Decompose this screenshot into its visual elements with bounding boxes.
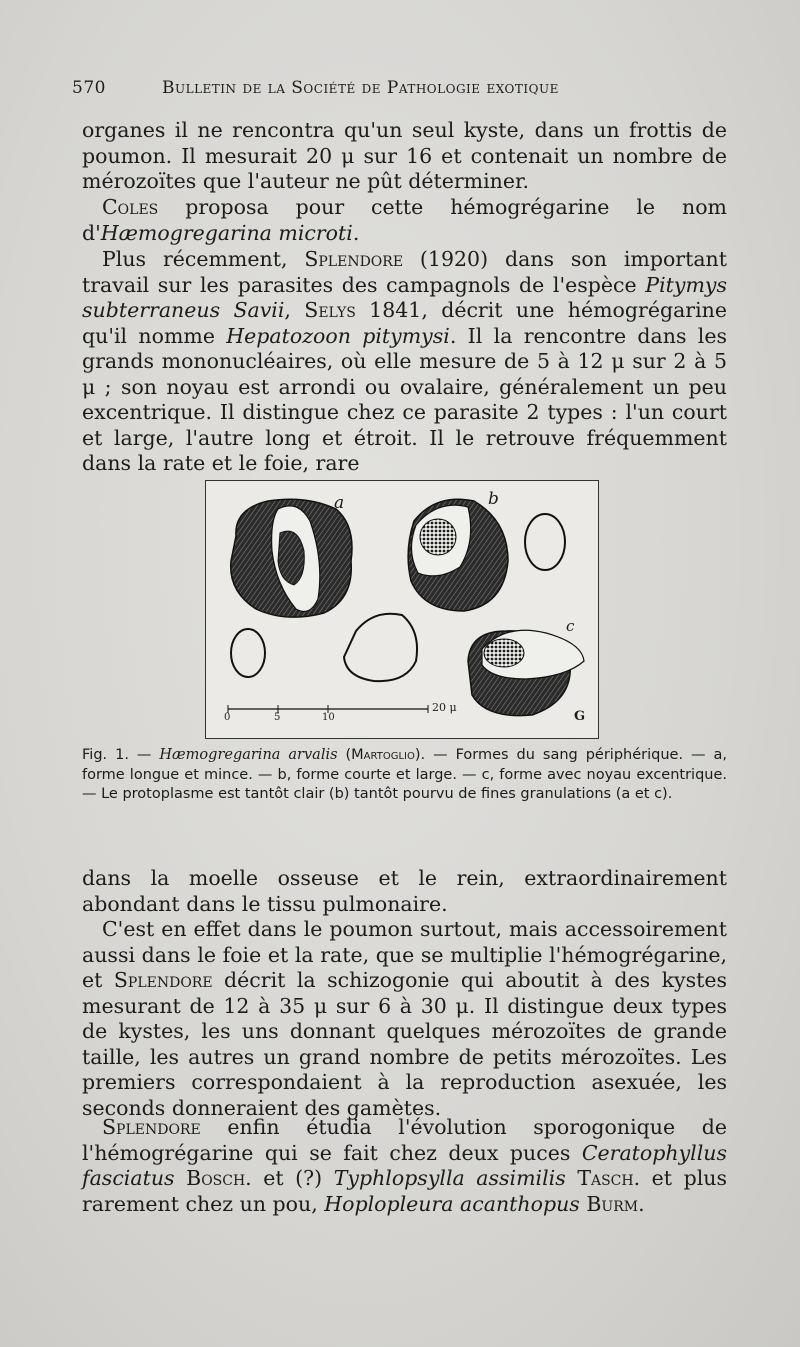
figure-monogram: G — [574, 709, 586, 724]
paragraph-4-text: dans la moelle osseuse et le rein, extraordinairement abondant dans le tissu pulmonaire. — [82, 866, 727, 916]
species-typhlopsylla: Typhlopsylla assimilis — [333, 1166, 566, 1190]
paragraph-2-text-b: . — [352, 220, 360, 245]
author-tasch: Tasch. — [577, 1166, 641, 1190]
paragraph-2 — [82, 195, 727, 246]
page-number: 570 — [72, 78, 106, 98]
paragraph-5 — [82, 917, 727, 1121]
scale-end-label: 20 μ — [432, 701, 457, 714]
paragraph-5-text-b: décrit la schizogonie qui aboutit à des kystes mesurant de 12 à 35 μ sur 6 à 30 μ. Il distingue deux types de kystes, les uns donnant quelques mérozoïtes de grande taille, les autres un grand nombre de petits mérozoïtes. Les premiers correspondaient à la reproduction asexuée, les seconds donneraient des gamètes. — [82, 968, 727, 1120]
paragraph-1 — [82, 118, 727, 195]
paragraph-3-text-e: . Il la rencontre dans les grands mononucléaires, où elle mesure de 5 à 12 μ sur 2 à 5 μ ; son noyau est arrondi ou ovalaire, généralement un peu excentrique. Il distingue chez ce parasite 2 types : l'un court et large, l'autre long et étroit. Il le retrouve fréquemment dans la rate et le foie, rare — [82, 323, 727, 475]
running-title: Bulletin de la Société de Pathologie exotique — [162, 78, 559, 98]
author-splendore: Splendore — [304, 247, 404, 271]
paragraph-3-text-c: , — [284, 298, 305, 322]
species-microti: Hæmogregarina microti — [100, 220, 353, 245]
cell-b — [408, 499, 508, 611]
empty-cell-3 — [344, 614, 417, 681]
figure-illustration — [206, 481, 598, 738]
species-hepatozoon: Hepatozoon pitymysi — [226, 323, 450, 348]
paragraph-2-text-a: proposa pour cette hémogrégarine le nom d' — [82, 195, 727, 245]
figure-1 — [205, 480, 599, 739]
caption-species: Hæmogregarina arvalis — [159, 747, 338, 763]
figure-caption: Fig. 1. — Hæmogregarina arvalis (Martoglio). — Formes du sang périphérique. — a, forme longue et mince. — b, forme courte et large. — c, forme avec noyau excentrique. — Le protoplasme est tantôt clair (b) tantôt pourvu de fines granulations (a et c). — [82, 747, 727, 802]
paragraph-3 — [82, 247, 727, 477]
figure-label-b: b — [488, 489, 499, 509]
empty-cell-1 — [525, 514, 565, 570]
paragraph-5-text-a: C'est en effet dans le poumon surtout, mais accessoirement aussi dans le foie et la rate, que se multiplie l'hémogrégarine, et — [82, 917, 727, 992]
paragraph-3-text-b: (1920) dans son important travail sur les parasites des campagnols de l'espèce — [82, 247, 727, 297]
empty-cell-2 — [231, 629, 265, 677]
author-selys: Selys — [304, 298, 356, 322]
caption-text: ). — Formes du sang périphérique. — a, forme longue et mince. — b, forme courte et large. — c, forme avec noyau excentrique. — Le protoplasme est tantôt clair (b) tantôt pourvu de fines granulations (a et c). — [82, 747, 727, 802]
species-hoplopleura: Hoplopleura acanthopus — [324, 1191, 580, 1216]
species-ceratophyllus: Ceratophyllus fasciatus — [82, 1140, 727, 1190]
cell-a — [231, 499, 352, 617]
author-splendore-3: Splendore — [102, 1115, 201, 1139]
author-burm: Burm. — [586, 1191, 645, 1216]
author-splendore-2: Splendore — [113, 968, 213, 992]
scale-tick-0: 0 — [224, 712, 231, 723]
author-bosch: Bosch. — [186, 1166, 252, 1190]
paragraph-1-text: organes il ne rencontra qu'un seul kyste, dans un frottis de poumon. Il mesurait 20 μ sur 16 et contenait un nombre de mérozoïtes que l'auteur ne pût déterminer. — [82, 118, 727, 193]
species-pitymys: Pitymys subterraneus Savii — [82, 272, 727, 322]
paragraph-3-text-a: Plus récemment, — [102, 247, 305, 271]
caption-author: Martoglio — [351, 747, 415, 763]
figure-label-a: a — [334, 493, 345, 513]
figure-label-c: c — [566, 617, 575, 635]
scale-tick-5: 5 — [274, 712, 281, 723]
paragraph-6 — [82, 1115, 727, 1217]
paragraph-6-text-c: et plus rarement chez un pou, — [82, 1166, 727, 1216]
paragraph-6-text-b: et (?) — [251, 1166, 334, 1190]
paragraph-3-text-d: 1841, décrit une hémogrégarine qu'il nomme — [82, 298, 727, 348]
scale-tick-10: 10 — [322, 712, 335, 723]
caption-lead: Fig. 1. — — [82, 747, 152, 763]
paragraph-4 — [82, 866, 727, 917]
cell-c — [468, 630, 584, 715]
author-coles: Coles — [102, 195, 159, 219]
running-header — [72, 78, 732, 104]
paragraph-6-text-a: enfin étudia l'évolution sporogonique de l'hémogrégarine qui se fait chez deux puces — [82, 1115, 727, 1165]
